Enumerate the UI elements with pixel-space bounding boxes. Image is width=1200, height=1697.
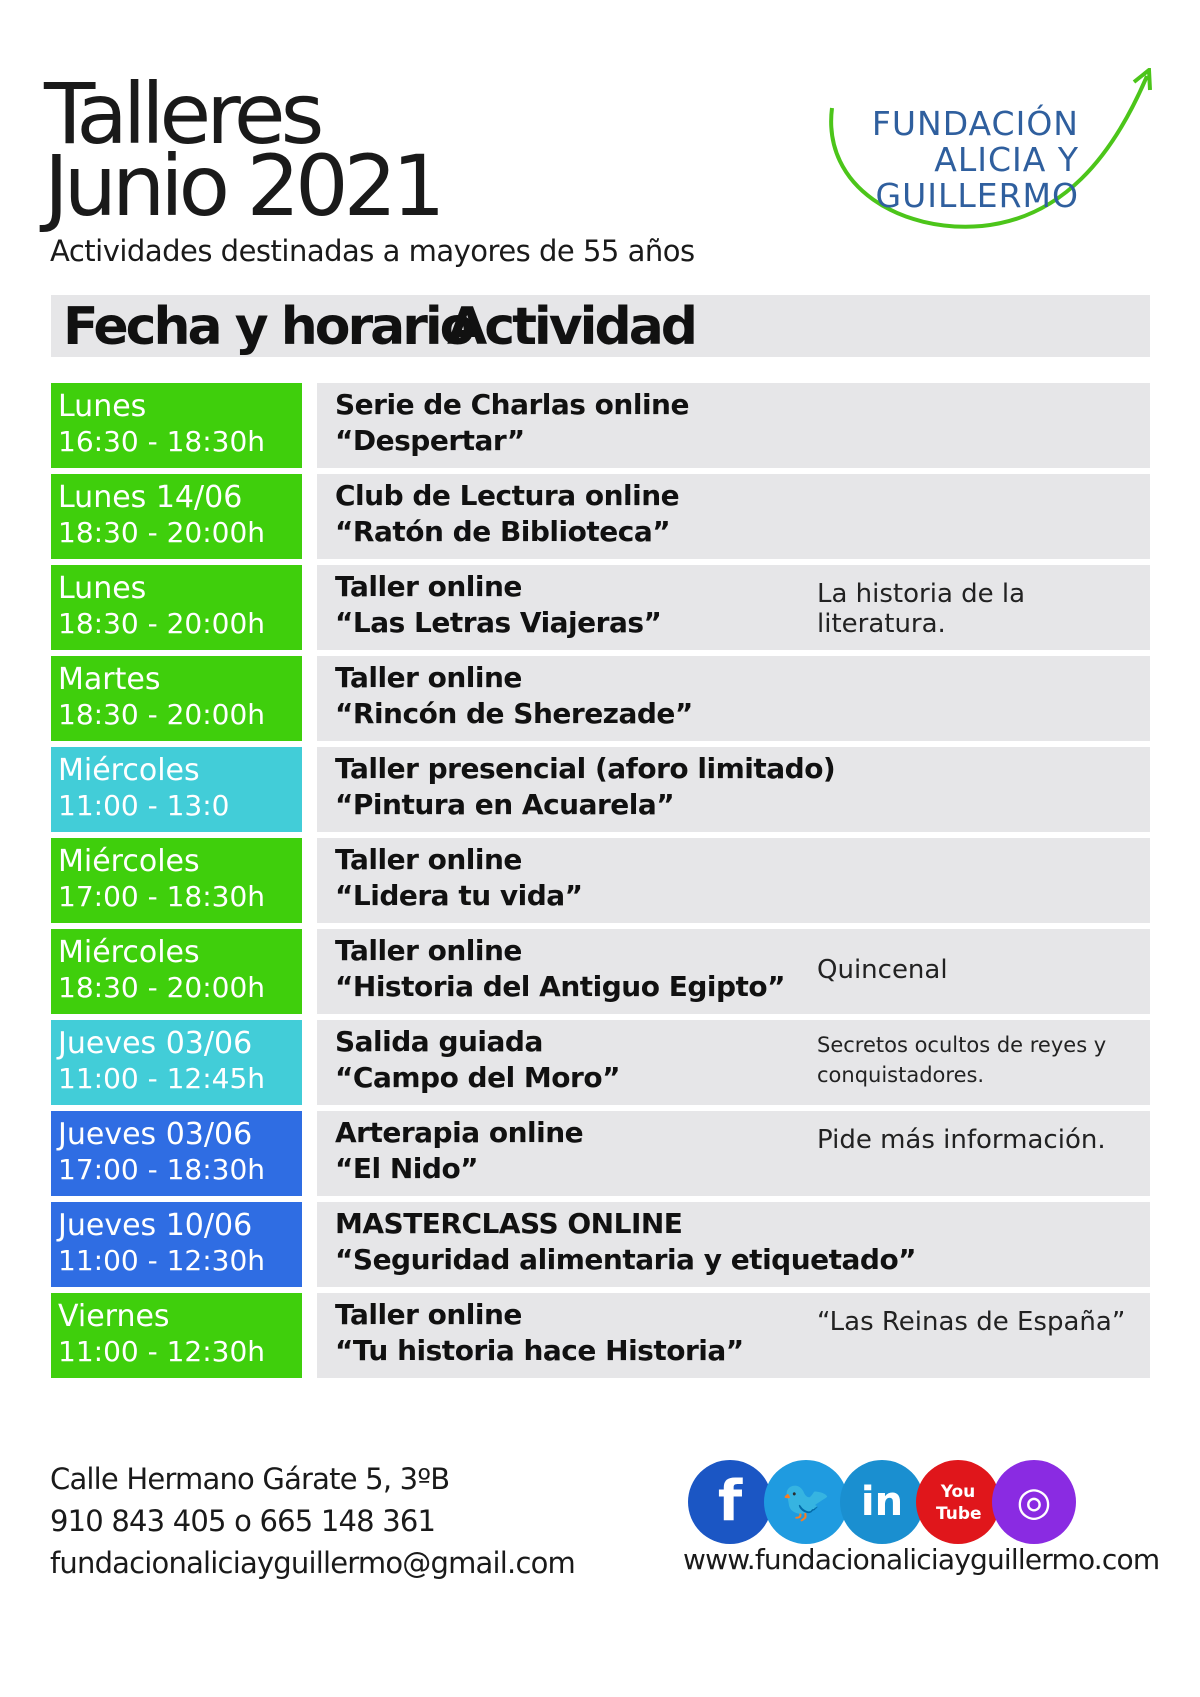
- date-cell: [51, 565, 302, 650]
- activity-cell: [317, 1293, 1150, 1378]
- time-label: 17:00 - 18:30h: [58, 880, 266, 913]
- time-label: 16:30 - 18:30h: [58, 425, 266, 458]
- date-cell: [51, 1202, 302, 1287]
- social-glyph: ◎: [1016, 1479, 1052, 1525]
- title-line-1: Talleres: [44, 65, 320, 163]
- activity-title: “El Nido”: [335, 1152, 479, 1185]
- activity-type: Taller online: [335, 843, 522, 876]
- day-label: Viernes: [58, 1299, 170, 1334]
- activity-note: Quincenal: [817, 955, 948, 985]
- table-row: [51, 838, 1150, 923]
- activity-note: “Las Reinas de España”: [817, 1307, 1126, 1337]
- activity-type: Taller online: [335, 934, 522, 967]
- table-row: [51, 1111, 1150, 1196]
- time-label: 11:00 - 12:30h: [58, 1244, 266, 1277]
- twitter-icon[interactable]: [764, 1460, 848, 1544]
- time-label: 11:00 - 12:45h: [58, 1062, 266, 1095]
- day-label: Jueves 03/06: [58, 1117, 253, 1152]
- table-row: [51, 383, 1150, 468]
- social-glyph: f: [717, 1469, 743, 1534]
- logo-text: [872, 106, 1079, 214]
- date-cell: [51, 1111, 302, 1196]
- activity-cell: [317, 929, 1150, 1014]
- contact-info: [50, 1458, 575, 1584]
- activity-type: Salida guiada: [335, 1025, 543, 1058]
- activity-title: “Campo del Moro”: [335, 1061, 620, 1094]
- activity-cell: [317, 656, 1150, 741]
- activity-type: Taller online: [335, 661, 522, 694]
- activity-note: Pide más información.: [817, 1125, 1106, 1155]
- activity-type: Arterapia online: [335, 1116, 584, 1149]
- social-glyph: You Tube: [936, 1481, 982, 1524]
- date-cell: [51, 383, 302, 468]
- activity-title: “Tu historia hace Historia”: [335, 1334, 744, 1367]
- day-label: Lunes: [58, 389, 147, 424]
- activity-cell: [317, 1020, 1150, 1105]
- foundation-logo: [812, 68, 1157, 253]
- table-row: [51, 565, 1150, 650]
- phones: 910 843 405 o 665 148 361: [50, 1504, 436, 1538]
- social-icons: [688, 1460, 1108, 1546]
- date-cell: [51, 474, 302, 559]
- day-label: Miércoles: [58, 753, 200, 788]
- day-label: Lunes 14/06: [58, 480, 243, 515]
- time-label: 18:30 - 20:00h: [58, 698, 266, 731]
- activity-title: “Lidera tu vida”: [335, 879, 583, 912]
- table-row: [51, 656, 1150, 741]
- activity-title: “Historia del Antiguo Egipto”: [335, 970, 786, 1003]
- day-label: Miércoles: [58, 844, 200, 879]
- logo-line-1: FUNDACIÓN: [871, 104, 1079, 143]
- time-label: 18:30 - 20:00h: [58, 516, 266, 549]
- table-row: [51, 1202, 1150, 1287]
- activity-title: “Despertar”: [335, 424, 525, 457]
- date-cell: [51, 656, 302, 741]
- time-label: 17:00 - 18:30h: [58, 1153, 266, 1186]
- date-cell: [51, 838, 302, 923]
- day-label: Martes: [58, 662, 161, 697]
- address: Calle Hermano Gárate 5, 3ºB: [50, 1462, 450, 1496]
- time-label: 18:30 - 20:00h: [58, 607, 266, 640]
- activity-cell: [317, 383, 1150, 468]
- activity-type: Serie de Charlas online: [335, 388, 689, 421]
- table-row: [51, 747, 1150, 832]
- website-link[interactable]: www.fundacionaliciayguillermo.com: [683, 1543, 1160, 1576]
- table-row: [51, 474, 1150, 559]
- day-label: Miércoles: [58, 935, 200, 970]
- activity-type: Taller presencial (aforo limitado): [335, 752, 836, 785]
- time-label: 11:00 - 12:30h: [58, 1335, 266, 1368]
- day-label: Jueves 10/06: [58, 1208, 253, 1243]
- activity-cell: [317, 747, 1150, 832]
- activity-cell: [317, 1202, 1150, 1287]
- activity-cell: [317, 838, 1150, 923]
- activity-note: Secretos ocultos de reyes y conquistadores.: [817, 1033, 1107, 1087]
- activity-type: Taller online: [335, 570, 522, 603]
- date-cell: [51, 929, 302, 1014]
- activity-type: MASTERCLASS ONLINE: [335, 1207, 683, 1240]
- activity-cell: [317, 1111, 1150, 1196]
- date-cell: [51, 1293, 302, 1378]
- time-label: 18:30 - 20:00h: [58, 971, 266, 1004]
- activity-title: “Rincón de Sherezade”: [335, 697, 693, 730]
- activity-title: “Pintura en Acuarela”: [335, 788, 675, 821]
- linkedin-icon[interactable]: [840, 1460, 924, 1544]
- email-link[interactable]: fundacionaliciayguillermo@gmail.com: [50, 1546, 575, 1580]
- social-glyph: in: [860, 1479, 904, 1525]
- logo-line-3: GUILLERMO: [875, 176, 1079, 215]
- subtitle: Actividades destinadas a mayores de 55 años: [50, 234, 695, 268]
- table-header: [51, 295, 1150, 357]
- activity-title: “Las Letras Viajeras”: [335, 606, 662, 639]
- day-label: Lunes: [58, 571, 147, 606]
- header-actividad: Actividad: [447, 297, 696, 357]
- activity-cell: [317, 474, 1150, 559]
- instagram-icon[interactable]: [992, 1460, 1076, 1544]
- logo-line-2: ALICIA Y: [934, 140, 1079, 179]
- table-row: [51, 929, 1150, 1014]
- social-glyph: 🐦: [781, 1479, 831, 1525]
- activity-note: La historia de la literatura.: [817, 579, 1026, 639]
- day-label: Jueves 03/06: [58, 1026, 253, 1061]
- activity-type: Club de Lectura online: [335, 479, 680, 512]
- activity-title: “Seguridad alimentaria y etiquetado”: [335, 1243, 917, 1276]
- table-row: [51, 1020, 1150, 1105]
- activity-title: “Ratón de Biblioteca”: [335, 515, 671, 548]
- youtube-icon[interactable]: [916, 1460, 1000, 1544]
- table-row: [51, 1293, 1150, 1378]
- title-line-2: Junio 2021: [44, 137, 441, 235]
- page-title: [44, 65, 441, 235]
- activity-cell: [317, 565, 1150, 650]
- date-cell: [51, 1020, 302, 1105]
- activity-type: Taller online: [335, 1298, 522, 1331]
- date-cell: [51, 747, 302, 832]
- facebook-icon[interactable]: [688, 1460, 772, 1544]
- schedule-table: [51, 383, 1150, 1384]
- time-label: 11:00 - 13:0: [58, 789, 230, 822]
- header-fecha: Fecha y horario: [63, 297, 473, 357]
